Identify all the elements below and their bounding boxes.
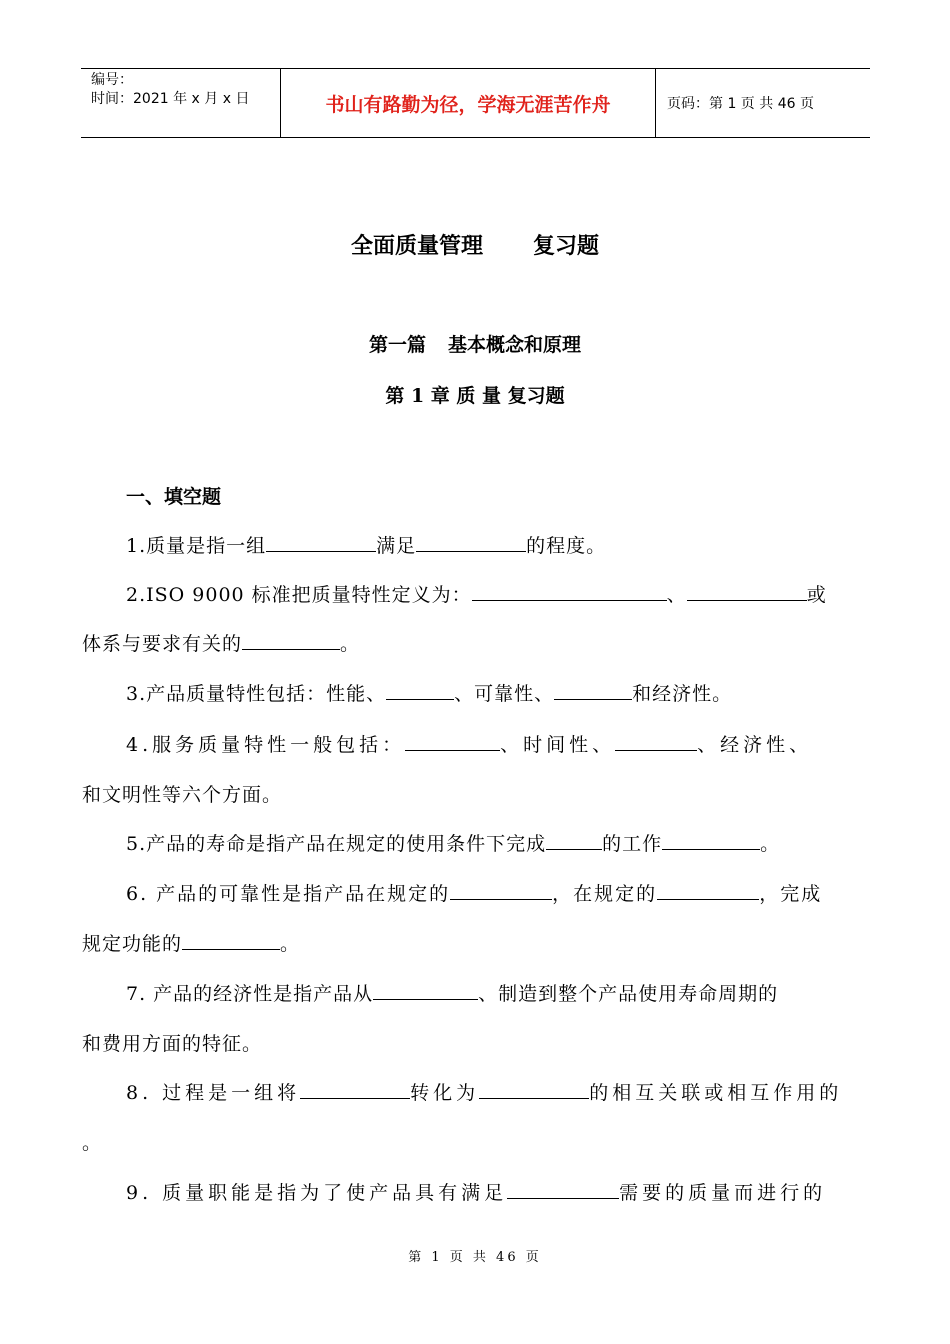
part-name: 基本概念和原理 bbox=[448, 334, 582, 356]
question-text: 需要的质量而进行的 bbox=[619, 1182, 827, 1204]
document-header bbox=[81, 68, 870, 138]
answer-blank bbox=[687, 582, 807, 601]
date-label: 时间：2021 年 x 月 x 日 bbox=[91, 91, 250, 107]
question-text: 、时间性、 bbox=[500, 734, 616, 756]
question-text: 7. 产品的经济性是指产品从 bbox=[126, 983, 374, 1005]
question-9 bbox=[126, 1178, 826, 1205]
question-8 bbox=[126, 1078, 842, 1105]
answer-blank bbox=[662, 831, 760, 850]
question-6 bbox=[126, 879, 822, 906]
question-text: 。 bbox=[82, 1132, 103, 1154]
question-text: 5.产品的寿命是指产品在规定的使用条件下完成 bbox=[126, 833, 547, 855]
question-text: 、 bbox=[666, 584, 687, 606]
question-text: ，在规定的 bbox=[552, 883, 658, 905]
question-7 bbox=[126, 979, 778, 1006]
answer-blank bbox=[242, 631, 340, 650]
part-label: 第一篇 bbox=[368, 334, 426, 356]
page-title bbox=[0, 229, 950, 260]
question-2 bbox=[126, 580, 827, 607]
question-text: 。 bbox=[280, 933, 301, 955]
answer-blank bbox=[416, 533, 526, 552]
answer-blank bbox=[386, 681, 454, 700]
answer-blank bbox=[546, 831, 602, 850]
answer-blank bbox=[300, 1080, 410, 1099]
question-text: 的相互关联或相互作用的 bbox=[589, 1082, 843, 1104]
question-text: 6. 产品的可靠性是指产品在规定的 bbox=[126, 883, 451, 905]
question-3 bbox=[126, 679, 732, 706]
answer-blank bbox=[182, 931, 280, 950]
question-text: 。 bbox=[760, 833, 781, 855]
question-5 bbox=[126, 829, 780, 856]
question-text: 的工作 bbox=[602, 833, 663, 855]
answer-blank bbox=[472, 582, 667, 601]
question-text: 8. 过程是一组将 bbox=[126, 1082, 301, 1104]
question-text: 转化为 bbox=[410, 1082, 480, 1104]
question-2-cont bbox=[82, 629, 360, 656]
question-text: 规定功能的 bbox=[82, 933, 183, 955]
question-text: 和文明性等六个方面。 bbox=[82, 784, 283, 806]
question-text: 、可靠性、 bbox=[454, 683, 555, 705]
question-4 bbox=[126, 730, 812, 757]
question-text: 的程度。 bbox=[526, 535, 607, 557]
answer-blank bbox=[507, 1180, 619, 1199]
answer-blank bbox=[405, 732, 500, 751]
answer-blank bbox=[373, 981, 478, 1000]
header-meta-cell bbox=[81, 69, 281, 137]
part-heading bbox=[0, 330, 950, 357]
question-4-cont bbox=[82, 780, 282, 807]
answer-blank bbox=[479, 1080, 589, 1099]
question-text: ，完成 bbox=[759, 883, 823, 905]
chapter-heading: 第 1 章 质 量 复习题 bbox=[385, 385, 565, 407]
question-text: 和经济性。 bbox=[632, 683, 733, 705]
question-text: 、制造到整个产品使用寿命周期的 bbox=[478, 983, 779, 1005]
section-heading: 一、填空题 bbox=[126, 486, 222, 508]
question-text: 。 bbox=[340, 633, 361, 655]
question-text: 和费用方面的特征。 bbox=[82, 1033, 263, 1055]
question-text: 、经济性、 bbox=[697, 734, 813, 756]
question-1 bbox=[126, 531, 606, 558]
question-7-cont bbox=[82, 1029, 262, 1056]
title-part2: 复习题 bbox=[533, 234, 600, 259]
question-text: 或 bbox=[806, 584, 827, 606]
answer-blank bbox=[266, 533, 376, 552]
question-text: 2.ISO 9000 标准把质量特性定义为： bbox=[126, 584, 472, 606]
question-text: 4.服务质量特性一般包括： bbox=[126, 734, 406, 756]
answer-blank bbox=[450, 881, 552, 900]
page-label: 页码：第 1 页 共 46 页 bbox=[667, 96, 814, 112]
title-part1: 全面质量管理 bbox=[350, 234, 483, 259]
question-8-cont bbox=[82, 1128, 102, 1155]
question-text: 1.质量是指一组 bbox=[126, 535, 267, 557]
question-text: 满足 bbox=[376, 535, 417, 557]
answer-blank bbox=[657, 881, 759, 900]
question-text: 9. 质量职能是指为了使产品具有满足 bbox=[126, 1182, 508, 1204]
question-text: 体系与要求有关的 bbox=[82, 633, 243, 655]
question-text: 3.产品质量特性包括：性能、 bbox=[126, 683, 387, 705]
motto: 书山有路勤为径，学海无涯苦作舟 bbox=[281, 69, 656, 137]
question-6-cont bbox=[82, 929, 300, 956]
page-footer: 第 1 页 共 46 页 bbox=[408, 1250, 542, 1265]
answer-blank bbox=[554, 681, 632, 700]
number-label: 编号： bbox=[91, 72, 133, 88]
answer-blank bbox=[615, 732, 697, 751]
